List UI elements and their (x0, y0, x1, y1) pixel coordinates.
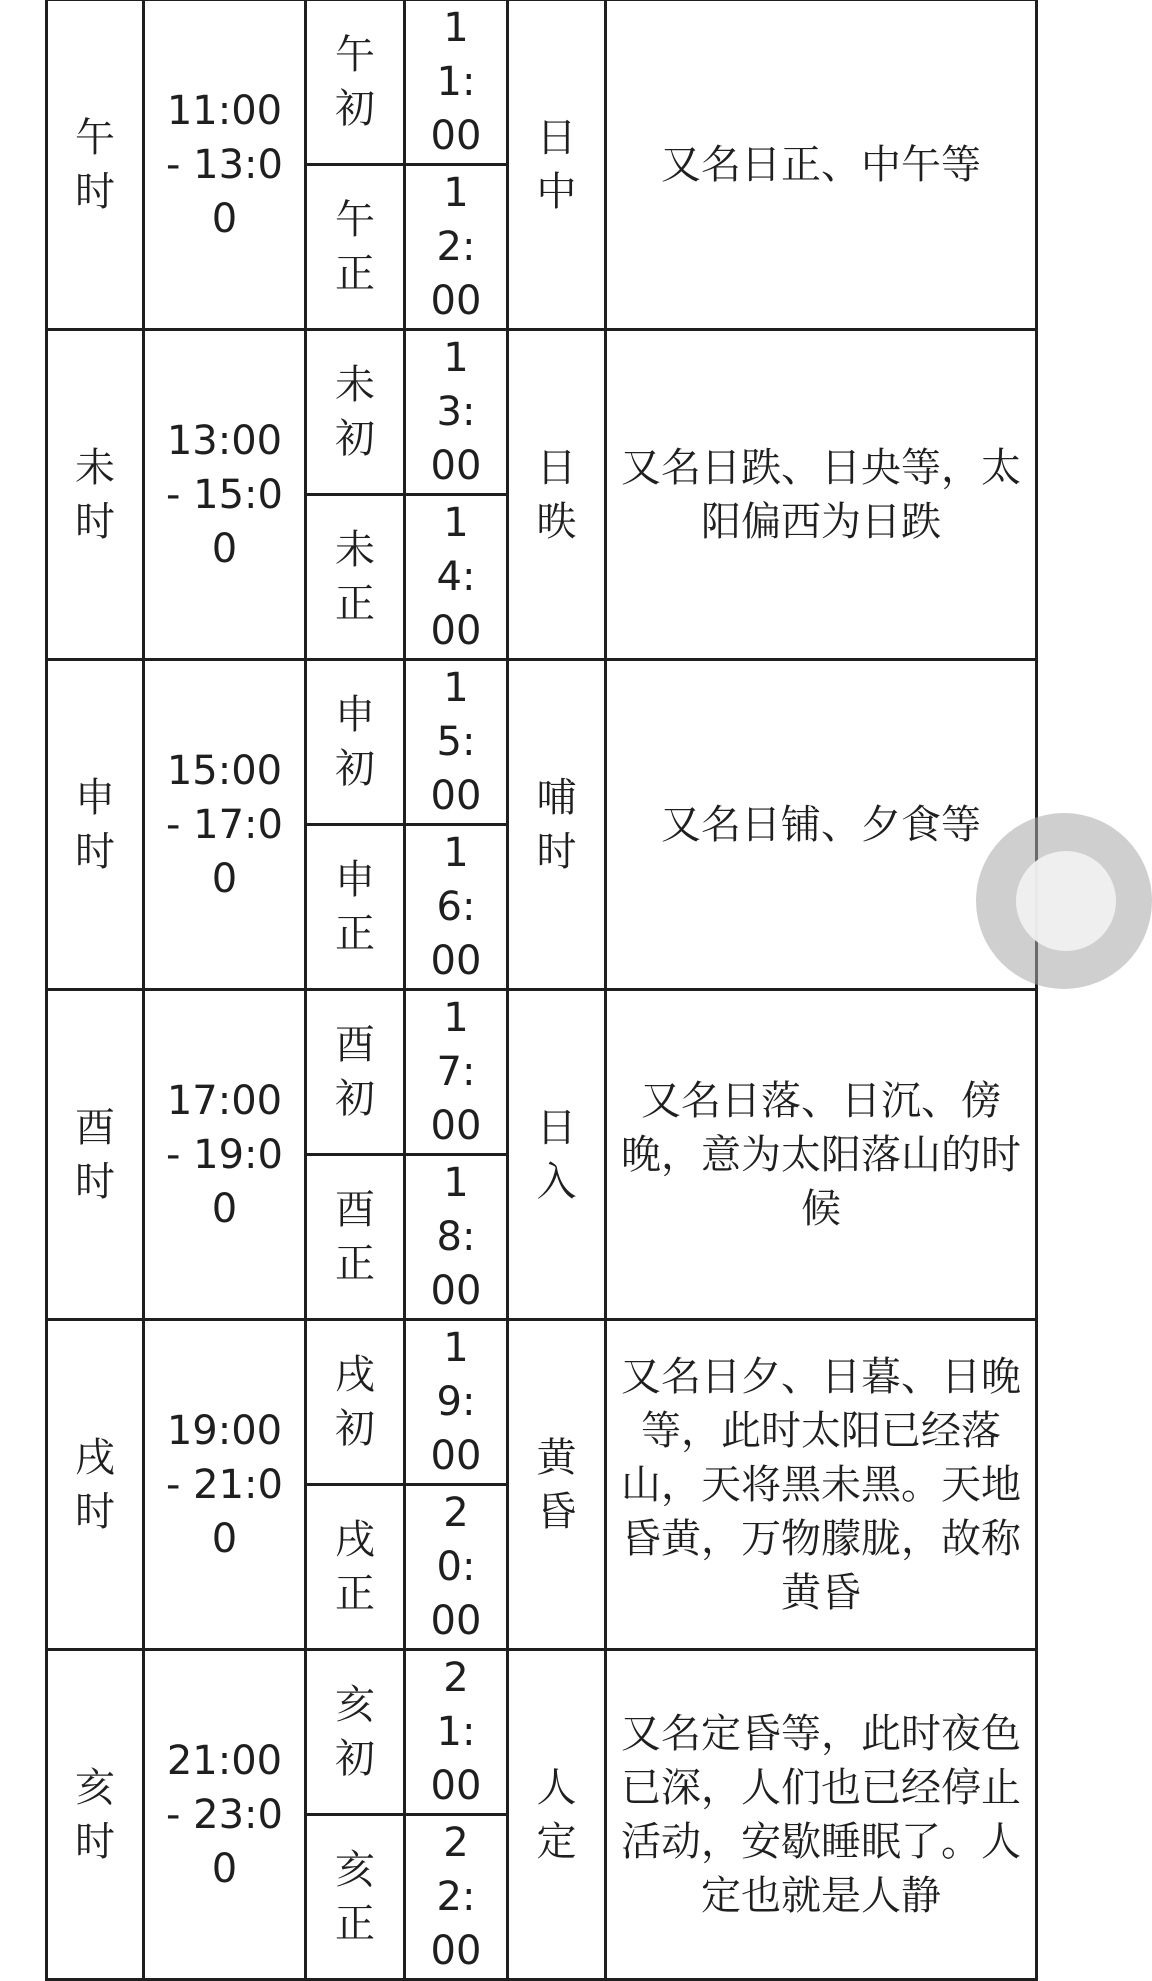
time-range-cell (144, 990, 306, 1320)
shichen-name: 未时 (75, 444, 115, 545)
description-text: 又名日正、中午等 (661, 141, 981, 188)
ke-time: 22:00 (430, 1820, 482, 1974)
ke-name: 未正 (335, 527, 375, 627)
ke-name: 酉初 (335, 1022, 375, 1122)
ke-name: 亥正 (335, 1847, 375, 1947)
description-cell (606, 660, 1037, 990)
alias-cell (508, 990, 606, 1320)
ke-time: 15:00 (430, 665, 482, 819)
shichen-table (45, 0, 1038, 1981)
alias-name: 黄昏 (536, 1434, 577, 1535)
ke-time-cell (405, 825, 508, 990)
shichen-name-cell (47, 660, 144, 990)
ke-time-cell (405, 1485, 508, 1650)
shichen-name: 酉时 (75, 1104, 115, 1205)
ke-name-cell (306, 1485, 405, 1650)
alias-cell (508, 1320, 606, 1650)
ke-name-cell (306, 660, 405, 825)
description-cell (606, 990, 1037, 1320)
ke-time: 13:00 (430, 335, 482, 489)
shichen-name: 午时 (75, 114, 115, 215)
ke-time-cell (405, 0, 508, 165)
shichen-name-cell (47, 0, 144, 330)
ke-name: 午初 (335, 32, 375, 132)
ke-name-cell (306, 1155, 405, 1320)
ke-name-cell (306, 330, 405, 495)
ke-time-cell (405, 1815, 508, 1980)
time-range-cell (144, 1650, 306, 1980)
time-range: 13:00 - 15:00 (166, 417, 283, 572)
ke-time-cell (405, 1320, 508, 1485)
ke-name-cell (306, 1320, 405, 1485)
time-range: 15:00 - 17:00 (166, 747, 283, 902)
ke-name: 申初 (335, 692, 375, 792)
description-cell (606, 330, 1037, 660)
alias-cell (508, 0, 606, 330)
ke-time: 12:00 (430, 170, 482, 324)
time-range: 11:00 - 13:00 (166, 87, 283, 242)
ke-time: 21:00 (430, 1655, 482, 1809)
alias-name: 哺时 (536, 774, 577, 875)
ke-time-cell (405, 990, 508, 1155)
ke-time: 18:00 (430, 1160, 482, 1314)
ke-name: 未初 (335, 362, 375, 462)
description-cell (606, 0, 1037, 330)
time-range: 19:00 - 21:00 (166, 1407, 283, 1562)
description-text: 又名定昏等，此时夜色已深，人们也已经停止活动，安歇睡眠了。人定也就是人静 (621, 1710, 1021, 1919)
ke-name: 申正 (335, 857, 375, 957)
table-row (47, 1320, 1037, 1485)
ke-name-cell (306, 825, 405, 990)
shichen-name-cell (47, 1650, 144, 1980)
scroll-thumb-inner (1016, 851, 1116, 951)
shichen-name: 戌时 (75, 1434, 115, 1535)
ke-name: 戌正 (335, 1517, 375, 1617)
ke-name: 酉正 (335, 1187, 375, 1287)
ke-name: 午正 (335, 197, 375, 297)
alias-name: 日昳 (536, 444, 577, 545)
ke-name: 戌初 (335, 1352, 375, 1452)
ke-name-cell (306, 1815, 405, 1980)
ke-time-cell (405, 165, 508, 330)
table-row (47, 660, 1037, 825)
time-range: 17:00 - 19:00 (166, 1077, 283, 1232)
ke-time-cell (405, 330, 508, 495)
ke-time-cell (405, 1155, 508, 1320)
shichen-name: 申时 (75, 774, 115, 875)
description-text: 又名日夕、日暮、日晚等，此时太阳已经落山，天将黑未黑。天地昏黄，万物朦胧，故称黄昏 (621, 1353, 1021, 1616)
alias-name: 日入 (536, 1104, 577, 1205)
time-range: 21:00 - 23:00 (166, 1737, 283, 1892)
ke-name-cell (306, 1650, 405, 1815)
table-row (47, 0, 1037, 165)
ke-time: 19:00 (430, 1325, 482, 1479)
floating-scroll-thumb[interactable] (976, 813, 1152, 989)
ke-name-cell (306, 0, 405, 165)
table-row (47, 1650, 1037, 1815)
ke-name-cell (306, 165, 405, 330)
description-text: 又名日跌、日央等，太阳偏西为日跌 (621, 444, 1021, 545)
shichen-name-cell (47, 330, 144, 660)
time-range-cell (144, 1320, 306, 1650)
ke-time-cell (405, 660, 508, 825)
ke-name-cell (306, 990, 405, 1155)
description-text: 又名日铺、夕食等 (661, 801, 981, 848)
alias-cell (508, 1650, 606, 1980)
alias-cell (508, 660, 606, 990)
description-cell (606, 1650, 1037, 1980)
ke-name: 亥初 (335, 1682, 375, 1782)
description-cell (606, 1320, 1037, 1650)
ke-time-cell (405, 495, 508, 660)
ke-time: 17:00 (430, 995, 482, 1149)
alias-name: 人定 (536, 1764, 577, 1865)
ke-time: 11:00 (430, 5, 482, 159)
ke-name-cell (306, 495, 405, 660)
alias-cell (508, 330, 606, 660)
ke-time: 20:00 (430, 1490, 482, 1644)
time-range-cell (144, 660, 306, 990)
time-range-cell (144, 0, 306, 330)
alias-name: 日中 (536, 114, 577, 215)
shichen-name: 亥时 (75, 1764, 115, 1865)
ke-time: 16:00 (430, 830, 482, 984)
table-row (47, 330, 1037, 495)
shichen-name-cell (47, 990, 144, 1320)
description-text: 又名日落、日沉、傍晚，意为太阳落山的时候 (621, 1077, 1021, 1232)
table-row (47, 990, 1037, 1155)
ke-time-cell (405, 1650, 508, 1815)
shichen-name-cell (47, 1320, 144, 1650)
time-range-cell (144, 330, 306, 660)
ke-time: 14:00 (430, 500, 482, 654)
